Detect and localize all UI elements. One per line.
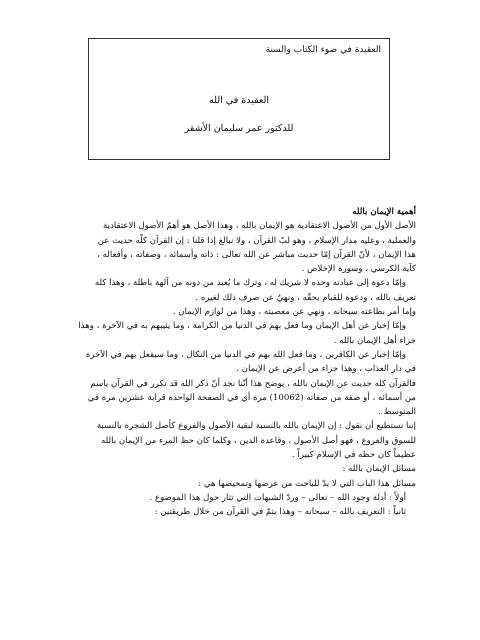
text-line: تعريف بالله ، ودعوة للقيام بحقّه ، ونهيٌ عن صرف ذلك لغيره .: [195, 292, 416, 303]
book-title: العقيدة في الله: [208, 95, 270, 106]
text-line: أولاً : أدلة وجود الله – تعالى – وردّ الشبهات التي تثار حول هذا الموضوع .: [149, 492, 406, 503]
author-name: للدكتور عمر سليمان الأشقر: [184, 123, 294, 134]
text-line: فالقرآن كله حديث عن الإيمان بالله ، يوضح هذا أنّنا نجد أنّ ذكر الله قد تكرر في القرآن باسم: [90, 378, 416, 389]
text-line: من أسمائه ، أو صفة من صفاته (10062) مرة أي في الصفحة الواحدة قرابة عشرين مرة في: [87, 392, 416, 403]
text-line: وإمّا دعوة إلى عبادته وحده لا شريك له ، وترك ما يُعبد من دونه من آلهة باطلة ، وهذا كله: [94, 278, 406, 289]
text-line: في دار العذاب ، وهذا جزاء من أعرض عن الإيمان .: [236, 364, 416, 375]
text-line: ثانياً : التعريف بالله – سبحانه – وهذا يتمّ في القرآن من خلال طريقتين :: [154, 507, 406, 518]
text-line: مسائل هذا الباب التي لا بدّ للباحث من عرضها وتمحيصها هي :: [198, 478, 416, 489]
text-line: للسوق والفروع ، فهو أصل الأصول ، وقاعدة الدين ، وكلما كان حظ المرء من الإيمان بالله: [101, 435, 416, 446]
text-line: جزاء أهل الإيمان بالله .: [333, 335, 416, 346]
series-title: العقيدة في ضوء الكتاب والسنة: [265, 45, 381, 55]
section-heading: أهمية الإيمان بالله: [352, 207, 416, 217]
text-line: وإمّا إخبار عن أهل الإيمان وما فعل بهم في الدنيا من الكرامة ، وما يثيبهم به في الآخرة ، وهذا: [78, 321, 406, 332]
text-line: هذا الإيمان ، لأنّ القرآن إمّا حديث مباشر عن الله تعالى : ذاته وأسمائه ، وصفاته ، وأفعاله ،: [97, 249, 416, 260]
text-line: إننا نستطيع أن نقول : إن الإيمان بالله بالنسبة لبقية الأصول والفروع كأصل الشجرة بالنسبة: [96, 421, 416, 432]
text-line: عظيماً كان حظه في الإسلام كبيراً .: [291, 450, 416, 461]
text-line: وإمّا إخبار عن الكافرين ، وما فعل الله بهم في الدنيا من النكال ، وما سيفعل بهم في الآخرة: [85, 349, 406, 360]
text-line: المتوسط .: [378, 407, 416, 418]
body-text: [56, 205, 416, 520]
text-line: الأصل الأول من الأصول الاعتقادية هو الإيمان بالله ، وهذا الأصل هو أهمّ الأصول الاعتقادية: [103, 221, 416, 232]
text-line: مسائل الإيمان بالله :: [342, 464, 416, 475]
text-line: كآية الكرسي ، وسورة الإخلاص .: [301, 264, 416, 275]
title-box: [88, 38, 390, 160]
text-line: والعملية ، وعليه مدار الإسلام ، وهو لبّ القرآن ، ولا نبالغ إذا قلنا : إن القرآن كلّه حديث عن: [97, 235, 416, 246]
text-line: وإما أمر بطاعته سبحانه ، ونهي عن معصيته ، وهذا من لوازم الإيمان .: [172, 307, 416, 318]
